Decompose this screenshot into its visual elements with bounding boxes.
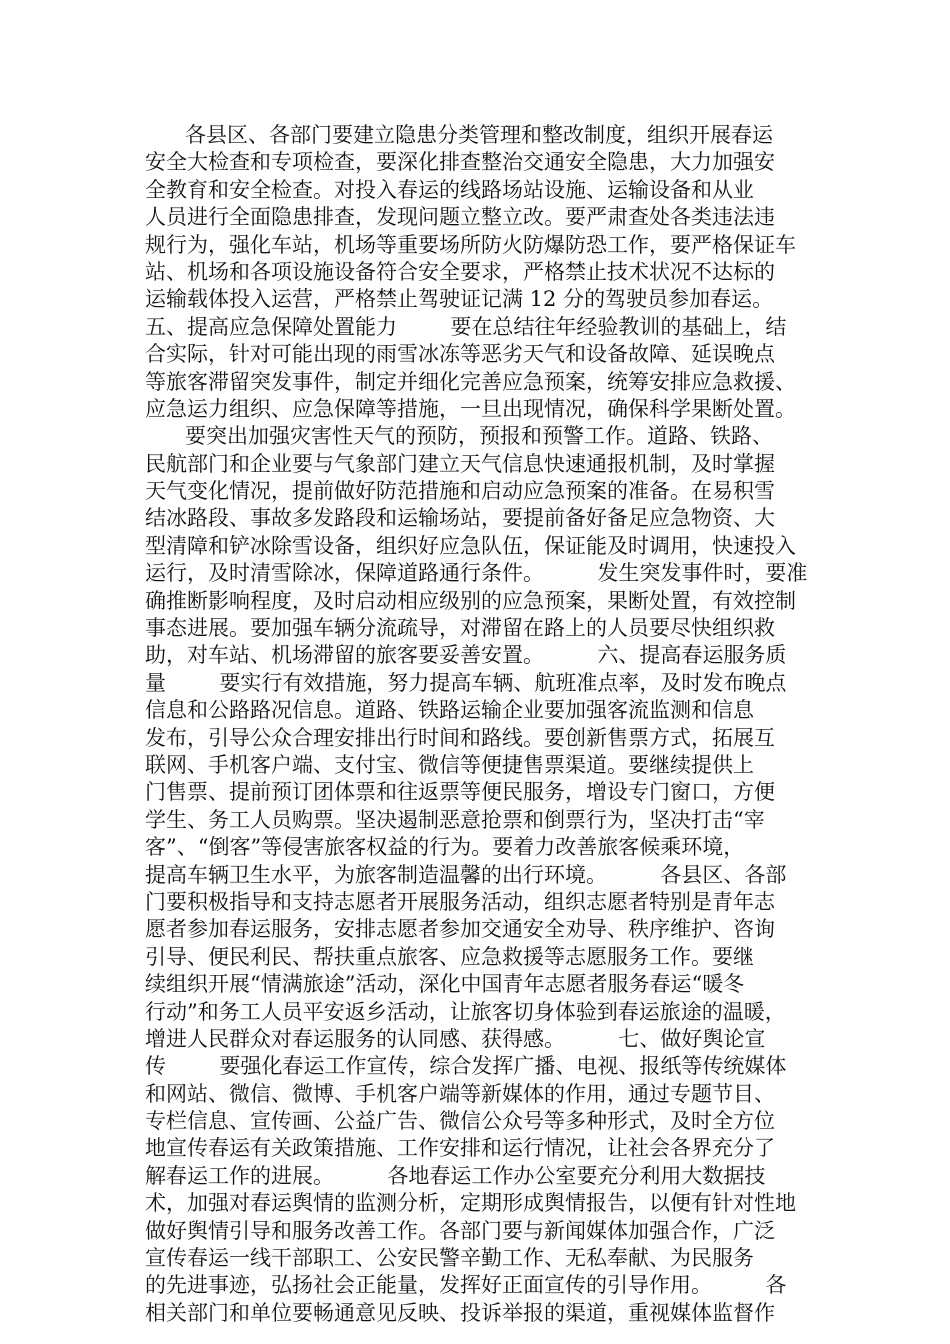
text-line: 助，对车站、机场滞留的旅客要妥善安置。 六、提高春运服务质 xyxy=(145,643,787,668)
text-line: 提高车辆卫生水平，为旅客制造温馨的出行环境。 各县区、各部 xyxy=(145,862,787,887)
document-body xyxy=(145,122,810,1327)
text-line: 专栏信息、宣传画、公益广告、微信公众号等多种形式，及时全方位 xyxy=(145,1109,775,1134)
text-line: 发布，引导公众合理安排出行时间和路线。要创新售票方式，拓展互 xyxy=(145,725,775,750)
text-line: 合实际，针对可能出现的雨雪冰冻等恶劣天气和设备故障、延误晚点 xyxy=(145,342,775,367)
text-line: 联网、手机客户端、支付宝、微信等便捷售票渠道。要继续提供上 xyxy=(145,752,754,777)
text-line: 民航部门和企业要与气象部门建立天气信息快速通报机制，及时掌握 xyxy=(145,451,775,476)
text-line: 相关部门和单位要畅通意见反映、投诉举报的渠道，重视媒体监督作 xyxy=(145,1300,775,1325)
text-line: 全教育和安全检查。对投入春运的线路场站设施、运输设备和从业 xyxy=(145,177,754,202)
text-line: 门要积极指导和支持志愿者开展服务活动，组织志愿者特别是青年志 xyxy=(145,889,775,914)
text-line: 愿者参加春运服务，安排志愿者参加交通安全劝导、秩序维护、咨询 xyxy=(145,917,775,942)
text-line: 各县区、各部门要建立隐患分类管理和整改制度，组织开展春运 xyxy=(145,123,774,147)
text-line: 五、提高应急保障处置能力 要在总结往年经验教训的基础上，结 xyxy=(145,314,787,339)
text-line: 增进人民群众对春运服务的认同感、获得感。 七、做好舆论宣 xyxy=(145,1026,766,1051)
text-line: 要突出加强灾害性天气的预防，预报和预警工作。道路、铁路、 xyxy=(145,424,774,449)
text-line: 结冰路段、事故多发路段和运输场站，要提前备好备足应急物资、大 xyxy=(145,506,775,531)
text-line: 做好舆情引导和服务改善工作。各部门要与新闻媒体加强合作，广泛 xyxy=(145,1218,775,1243)
text-line: 天气变化情况，提前做好防范措施和启动应急预案的准备。在易积雪 xyxy=(145,479,775,504)
text-line: 运行，及时清雪除冰，保障道路通行条件。 发生突发事件时，要准 xyxy=(145,561,808,586)
text-line: 地宣传春运有关政策措施、工作安排和运行情况，让社会各界充分了 xyxy=(145,1136,775,1161)
text-line: 宣传春运一线干部职工、公安民警辛勤工作、无私奉献、为民服务 xyxy=(145,1246,754,1271)
text-line: 和网站、微信、微博、手机客户端等新媒体的作用，通过专题节目、 xyxy=(145,1081,775,1106)
text-line: 应急运力组织、应急保障等措施，一旦出现情况，确保科学果断处置。 xyxy=(145,396,796,421)
text-line: 信息和公路路况信息。道路、铁路运输企业要加强客流监测和信息 xyxy=(145,698,754,723)
text-line: 型清障和铲冰除雪设备，组织好应急队伍，保证能及时调用，快速投入 xyxy=(145,533,796,558)
text-line: 安全大检查和专项检查，要深化排查整治交通安全隐患，大力加强安 xyxy=(145,150,775,175)
text-line: 规行为，强化车站，机场等重要场所防火防爆防恐工作，要严格保证车 xyxy=(145,232,796,257)
text-line: 引导、便民利民、帮扶重点旅客、应急救援等志愿服务工作。要继 xyxy=(145,944,754,969)
text-line: 传 要强化春运工作宣传，综合发挥广播、电视、报纸等传统媒体 xyxy=(145,1054,787,1079)
text-line: 的先进事迹，弘扬社会正能量，发挥好正面宣传的引导作用。 各 xyxy=(145,1273,787,1298)
text-line: 解春运工作的进展。 各地春运工作办公室要充分利用大数据技 xyxy=(145,1163,766,1188)
text-line: 站、机场和各项设施设备符合安全要求，严格禁止技术状况不达标的 xyxy=(145,259,775,284)
text-line: 量 要实行有效措施，努力提高车辆、航班准点率，及时发布晚点 xyxy=(145,670,787,695)
text-line: 人员进行全面隐患排查，发现问题立整立改。要严肃查处各类违法违 xyxy=(145,205,775,230)
text-line: 学生、务工人员购票。坚决遏制恶意抢票和倒票行为，坚决打击“宰 xyxy=(145,807,765,832)
text-line: 客”、“倒客”等侵害旅客权益的行为。要着力改善旅客候乘环境， xyxy=(145,835,745,860)
text-line: 行动”和务工人员平安返乡活动，让旅客切身体验到春运旅途的温暖， xyxy=(145,999,786,1024)
text-line: 等旅客滞留突发事件，制定并细化完善应急预案，统筹安排应急救援、 xyxy=(145,369,796,394)
text-line: 门售票、提前预订团体票和往返票等便民服务，增设专门窗口，方便 xyxy=(145,780,775,805)
text-line: 续组织开展“情满旅途”活动，深化中国青年志愿者服务春运“暖冬 xyxy=(145,972,745,997)
text-line: 运输载体投入运营，严格禁止驾驶证记满 12 分的驾驶员参加春运。 xyxy=(145,287,774,312)
text-line: 事态进展。要加强车辆分流疏导，对滞留在路上的人员要尽快组织救 xyxy=(145,616,775,641)
text-line: 术，加强对春运舆情的监测分析，定期形成舆情报告，以便有针对性地 xyxy=(145,1191,796,1216)
text-line: 确推断影响程度，及时启动相应级别的应急预案，果断处置，有效控制 xyxy=(145,588,796,613)
